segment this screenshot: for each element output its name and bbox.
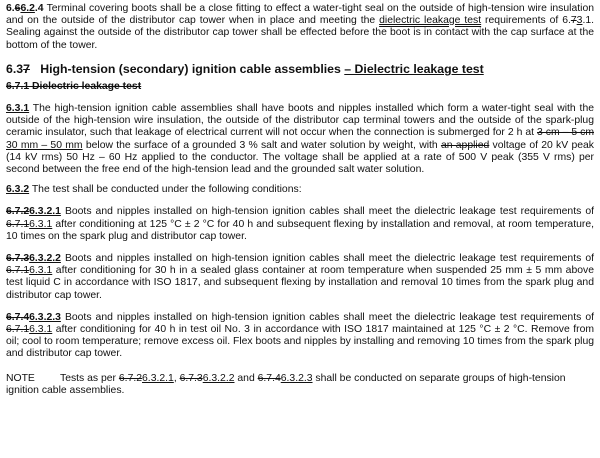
clause-number bbox=[6, 312, 61, 323]
note-paragraph bbox=[6, 373, 594, 397]
inserted-text: 6.3.1 bbox=[29, 324, 53, 336]
deleted-text: 6.7.3 bbox=[179, 372, 203, 384]
paragraph-6-6-2-4 bbox=[6, 3, 594, 52]
inserted-text: dielectric leakage test bbox=[379, 15, 482, 27]
clause-number-part: 6. bbox=[6, 3, 15, 14]
deleted-text: 6.7.1 bbox=[6, 218, 30, 230]
paragraph-6-3-2 bbox=[6, 184, 594, 196]
deleted-text: 7 bbox=[23, 61, 30, 76]
deleted-text: 6.7.1 bbox=[6, 265, 30, 277]
inserted-text: 30 mm – 50 mm bbox=[6, 139, 83, 151]
inserted-text: 6.3.2.3 bbox=[29, 311, 61, 323]
inserted-text: 6.3.2.1 bbox=[142, 372, 174, 384]
clause-number: 6.3.1 bbox=[6, 103, 30, 115]
body-text: The test shall be conducted under the following conditions: bbox=[29, 184, 302, 196]
body-text: and bbox=[234, 372, 258, 384]
clause-number bbox=[6, 253, 61, 264]
body-text: after conditioning at 125 °C ± 2 °C for 40 h and subsequent flexing by installation and removal, at room temperature, 10 times on the spark plug and distributor cap tower. bbox=[6, 218, 594, 242]
deleted-text: 6.7.4 bbox=[257, 372, 281, 384]
body-text: requirements of 6. bbox=[481, 15, 571, 27]
body-text: Boots and nipples installed on high-tension ignition cables shall meet the dielectric leakage test requirements of bbox=[60, 253, 594, 265]
deleted-text: 6.7.2 bbox=[118, 372, 143, 384]
clause-number: 6.3.2 bbox=[6, 184, 30, 196]
deleted-text: 6.7.1 bbox=[6, 324, 30, 336]
inserted-text: 6.3.1 bbox=[29, 218, 53, 230]
clause-number bbox=[6, 3, 44, 14]
inserted-text: 6.3.1 bbox=[29, 265, 53, 277]
body-text: The high-tension ignition cable assemblies shall have boots and nipples installed which form a water-tight seal with the outside of the high-tension wire insulation, the outside of the distributor cap terminal towers and the outside of the spark-plug ceramic insulator, such that leakage of electrical current will not occur when the connection is submerged for 2 h at bbox=[6, 103, 594, 139]
inserted-text: 6.3.2.2 bbox=[29, 253, 61, 265]
paragraph-6-3-2-2 bbox=[6, 253, 594, 302]
deleted-text: 3 cm – 5 cm bbox=[537, 127, 594, 139]
deleted-text: 7 bbox=[570, 15, 577, 27]
body-text: , bbox=[173, 372, 180, 384]
inserted-text: 6.3.2.2 bbox=[202, 372, 235, 384]
deleted-text: 6.7.2 bbox=[6, 206, 30, 218]
paragraph-6-3-2-1 bbox=[6, 206, 594, 243]
body-text: Terminal covering boots shall be a close fitting to effect a water-tight seal on the outside of high-tension wire insulation and on the outside of the distributor cap tower when in place and meeting the bbox=[6, 3, 594, 27]
deleted-text: 6 bbox=[14, 3, 21, 14]
body-text: after conditioning for 40 h in test oil No. 3 in accordance with ISO 1817 maintained at 125 °C ± 2 °C. Remove from oil; cool to room temperature; remove excess oil. Flex boots and nipples by installing and removing 10 times from the spark plug and distributor cap tower. bbox=[6, 324, 594, 360]
clause-heading bbox=[6, 61, 594, 77]
body-text: .1. Sealing against the outside of the distributor cap tower shall be effected before the boot is in contact with the cap surface at the bottom of the tower. bbox=[6, 15, 594, 51]
body-text: voltage of 20 kV peak (14 kV rms) 50 Hz – 60 Hz applied to the conductor. The voltage shall be applied at a rate of 500 V peak (355 V rms) per second between the free end of the high-tension lead and the grounded salt water solution. bbox=[6, 139, 594, 176]
clause-number-part: .4 bbox=[34, 3, 44, 14]
clause-number: 6.3 bbox=[6, 61, 24, 76]
inserted-text: 6.3.2.1 bbox=[29, 206, 61, 218]
body-text: Boots and nipples installed on high-tension ignition cables shall meet the dielectric leakage test requirements of bbox=[60, 206, 594, 218]
deleted-subheading: 6.7.1 Dielectric leakage test bbox=[6, 80, 142, 92]
inserted-text: 6.3.2.3 bbox=[280, 372, 313, 384]
deleted-text: an applied bbox=[440, 139, 490, 151]
body-text: Boots and nipples installed on high-tension ignition cables shall meet the dielectric leakage test requirements of bbox=[60, 311, 594, 323]
clause-title: High-tension (secondary) ignition cable assemblies bbox=[40, 61, 345, 76]
body-text: below the surface of a grounded 3 % salt and water solution by weight, with bbox=[82, 139, 441, 151]
body-text: Tests as per bbox=[60, 372, 119, 384]
paragraph-6-3-2-3 bbox=[6, 312, 594, 361]
inserted-text: – Dielectric leakage test bbox=[344, 61, 484, 76]
inserted-text: 6.2 bbox=[20, 3, 35, 14]
deleted-text: 6.7.3 bbox=[6, 253, 30, 265]
deleted-text: 6.7.4 bbox=[6, 311, 30, 323]
note-label: NOTE bbox=[6, 372, 35, 384]
body-text: after conditioning for 30 h in a sealed glass container at room temperature when suspended 25 mm ± 5 mm above test liquid C in accordance with ISO 1817, and subsequent flexing by installation and removal 10 times from the spark plug and distributor cap tower. bbox=[6, 265, 594, 301]
body-text: shall be conducted on separate groups of high-tension ignition cable assemblies. bbox=[6, 372, 566, 396]
paragraph-6-3-1 bbox=[6, 103, 594, 176]
inserted-text: 3 bbox=[576, 15, 583, 27]
clause-number bbox=[6, 206, 61, 217]
